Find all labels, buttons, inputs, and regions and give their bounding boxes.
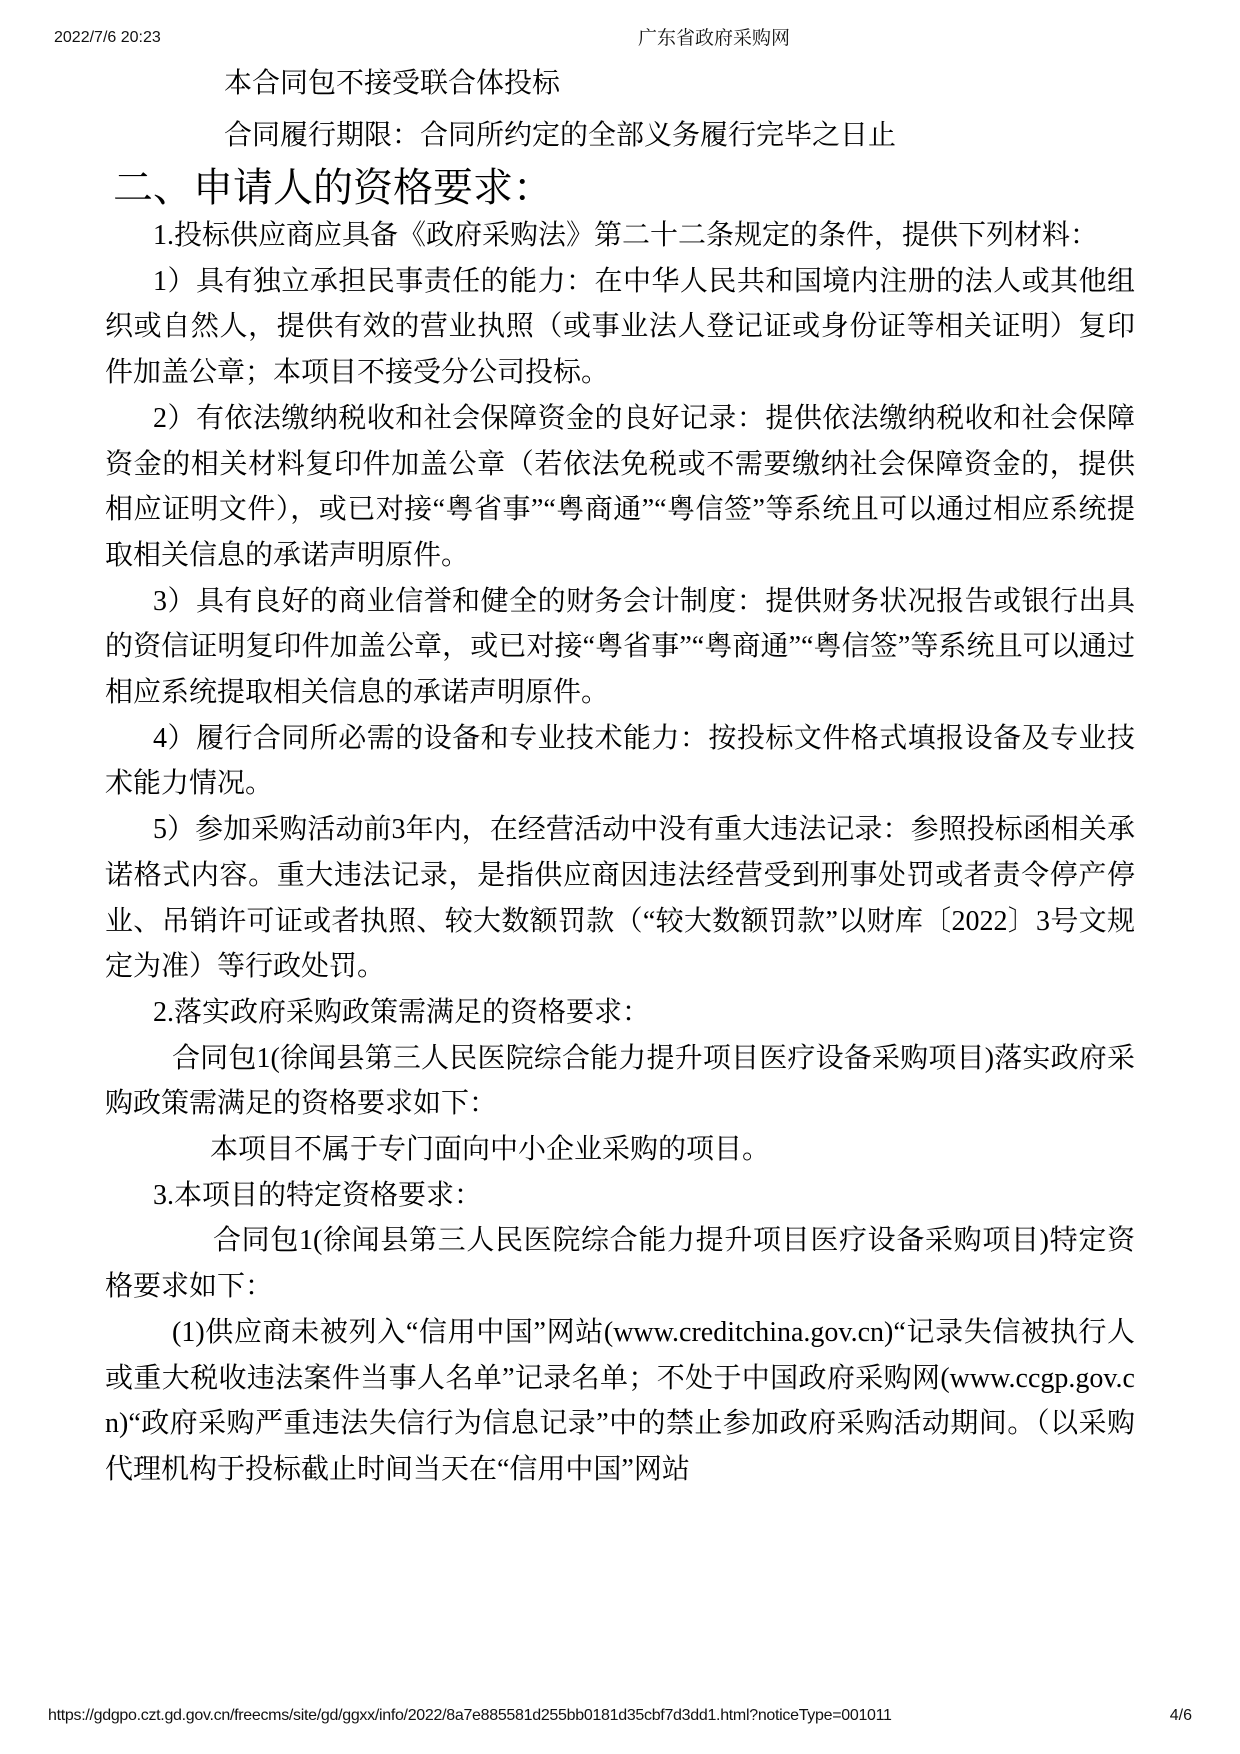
paragraph-package1-policy: 合同包1(徐闻县第三人民医院综合能力提升项目医疗设备采购项目)落实政府采购政策需满足的资格要求如下：	[105, 1042, 1135, 1120]
paragraph-credit-finance: 3）具有良好的商业信誉和健全的财务会计制度：提供财务状况报告或银行出具的资信证明复印件加盖公章，或已对接“粤省事”“粤商通”“粤信签”等系统且可以通过相应系统提取相关信息的承诺声明原件。	[105, 585, 1135, 709]
paragraph-credit-china: (1)供应商未被列入“信用中国”网站(www.creditchina.gov.cn)“记录失信被执行人或重大税收违法案件当事人名单”记录名单；不处于中国政府采购网(www.ccgp.gov.cn)“政府采购严重违法失信行为信息记录”中的禁止参加政府采购活动期间。（以采购代理机构于投标截止时间当天在“信用中国”网站	[105, 1316, 1135, 1485]
paragraph-specific-req: 3.本项目的特定资格要求：	[153, 1179, 483, 1211]
paragraph-not-sme: 本项目不属于专门面向中小企业采购的项目。	[210, 1134, 771, 1166]
paragraph-tax-social: 2）有依法缴纳税收和社会保障资金的良好记录：提供依法缴纳税收和社会保障资金的相关材料复印件加盖公章（若依法免税或不需要缴纳社会保障资金的，提供相应证明文件），或已对接“粤省事”“粤商通”“粤信签”等系统且可以通过相应系统提取相关信息的承诺声明原件。	[105, 402, 1135, 571]
document-content	[105, 58, 1135, 1493]
print-footer	[48, 1706, 1192, 1728]
footer-url: https://gdgpo.czt.gd.gov.cn/freecms/site/gd/ggxx/info/2022/8a7e885581d255bb0181d35cbf7d3dd1.html?noticeType=001011	[48, 1707, 892, 1724]
paragraph-no-violations: 5）参加采购活动前3年内，在经营活动中没有重大违法记录：参照投标函相关承诺格式内容。重大违法记录，是指供应商因违法经营受到刑事处罚或者责令停产停业、吊销许可证或者执照、较大数额罚款（“较大数额罚款”以财库〔2022〕3号文规定为准）等行政处罚。	[105, 814, 1135, 983]
print-header	[0, 28, 1240, 52]
intro-line-contract-term: 合同履行期限：合同所约定的全部义务履行完毕之日止	[224, 120, 897, 151]
paragraph-equipment: 4）履行合同所必需的设备和专业技术能力：按投标文件格式填报设备及专业技术能力情况。	[105, 722, 1135, 800]
site-title: 广东省政府采购网	[638, 28, 791, 49]
paragraph-civil-liability: 1）具有独立承担民事责任的能力：在中华人民共和国境内注册的法人或其他组织或自然人，提供有效的营业执照（或事业法人登记证或身份证等相关证明）复印件加盖公章；本项目不接受分公司投标。	[105, 265, 1135, 389]
footer-page-number: 4/6	[1169, 1707, 1192, 1724]
paragraph-policy-req: 2.落实政府采购政策需满足的资格要求：	[153, 996, 651, 1028]
print-timestamp: 2022/7/6 20:23	[54, 29, 161, 46]
section-heading: 二、申请人的资格要求：	[113, 165, 553, 210]
intro-line-consortium: 本合同包不接受联合体投标	[224, 68, 561, 99]
paragraph-package1-specific: 合同包1(徐闻县第三人民医院综合能力提升项目医疗设备采购项目)特定资格要求如下：	[105, 1225, 1135, 1303]
paragraph-materials-intro: 1.投标供应商应具备《政府采购法》第二十二条规定的条件，提供下列材料：	[153, 220, 1099, 251]
